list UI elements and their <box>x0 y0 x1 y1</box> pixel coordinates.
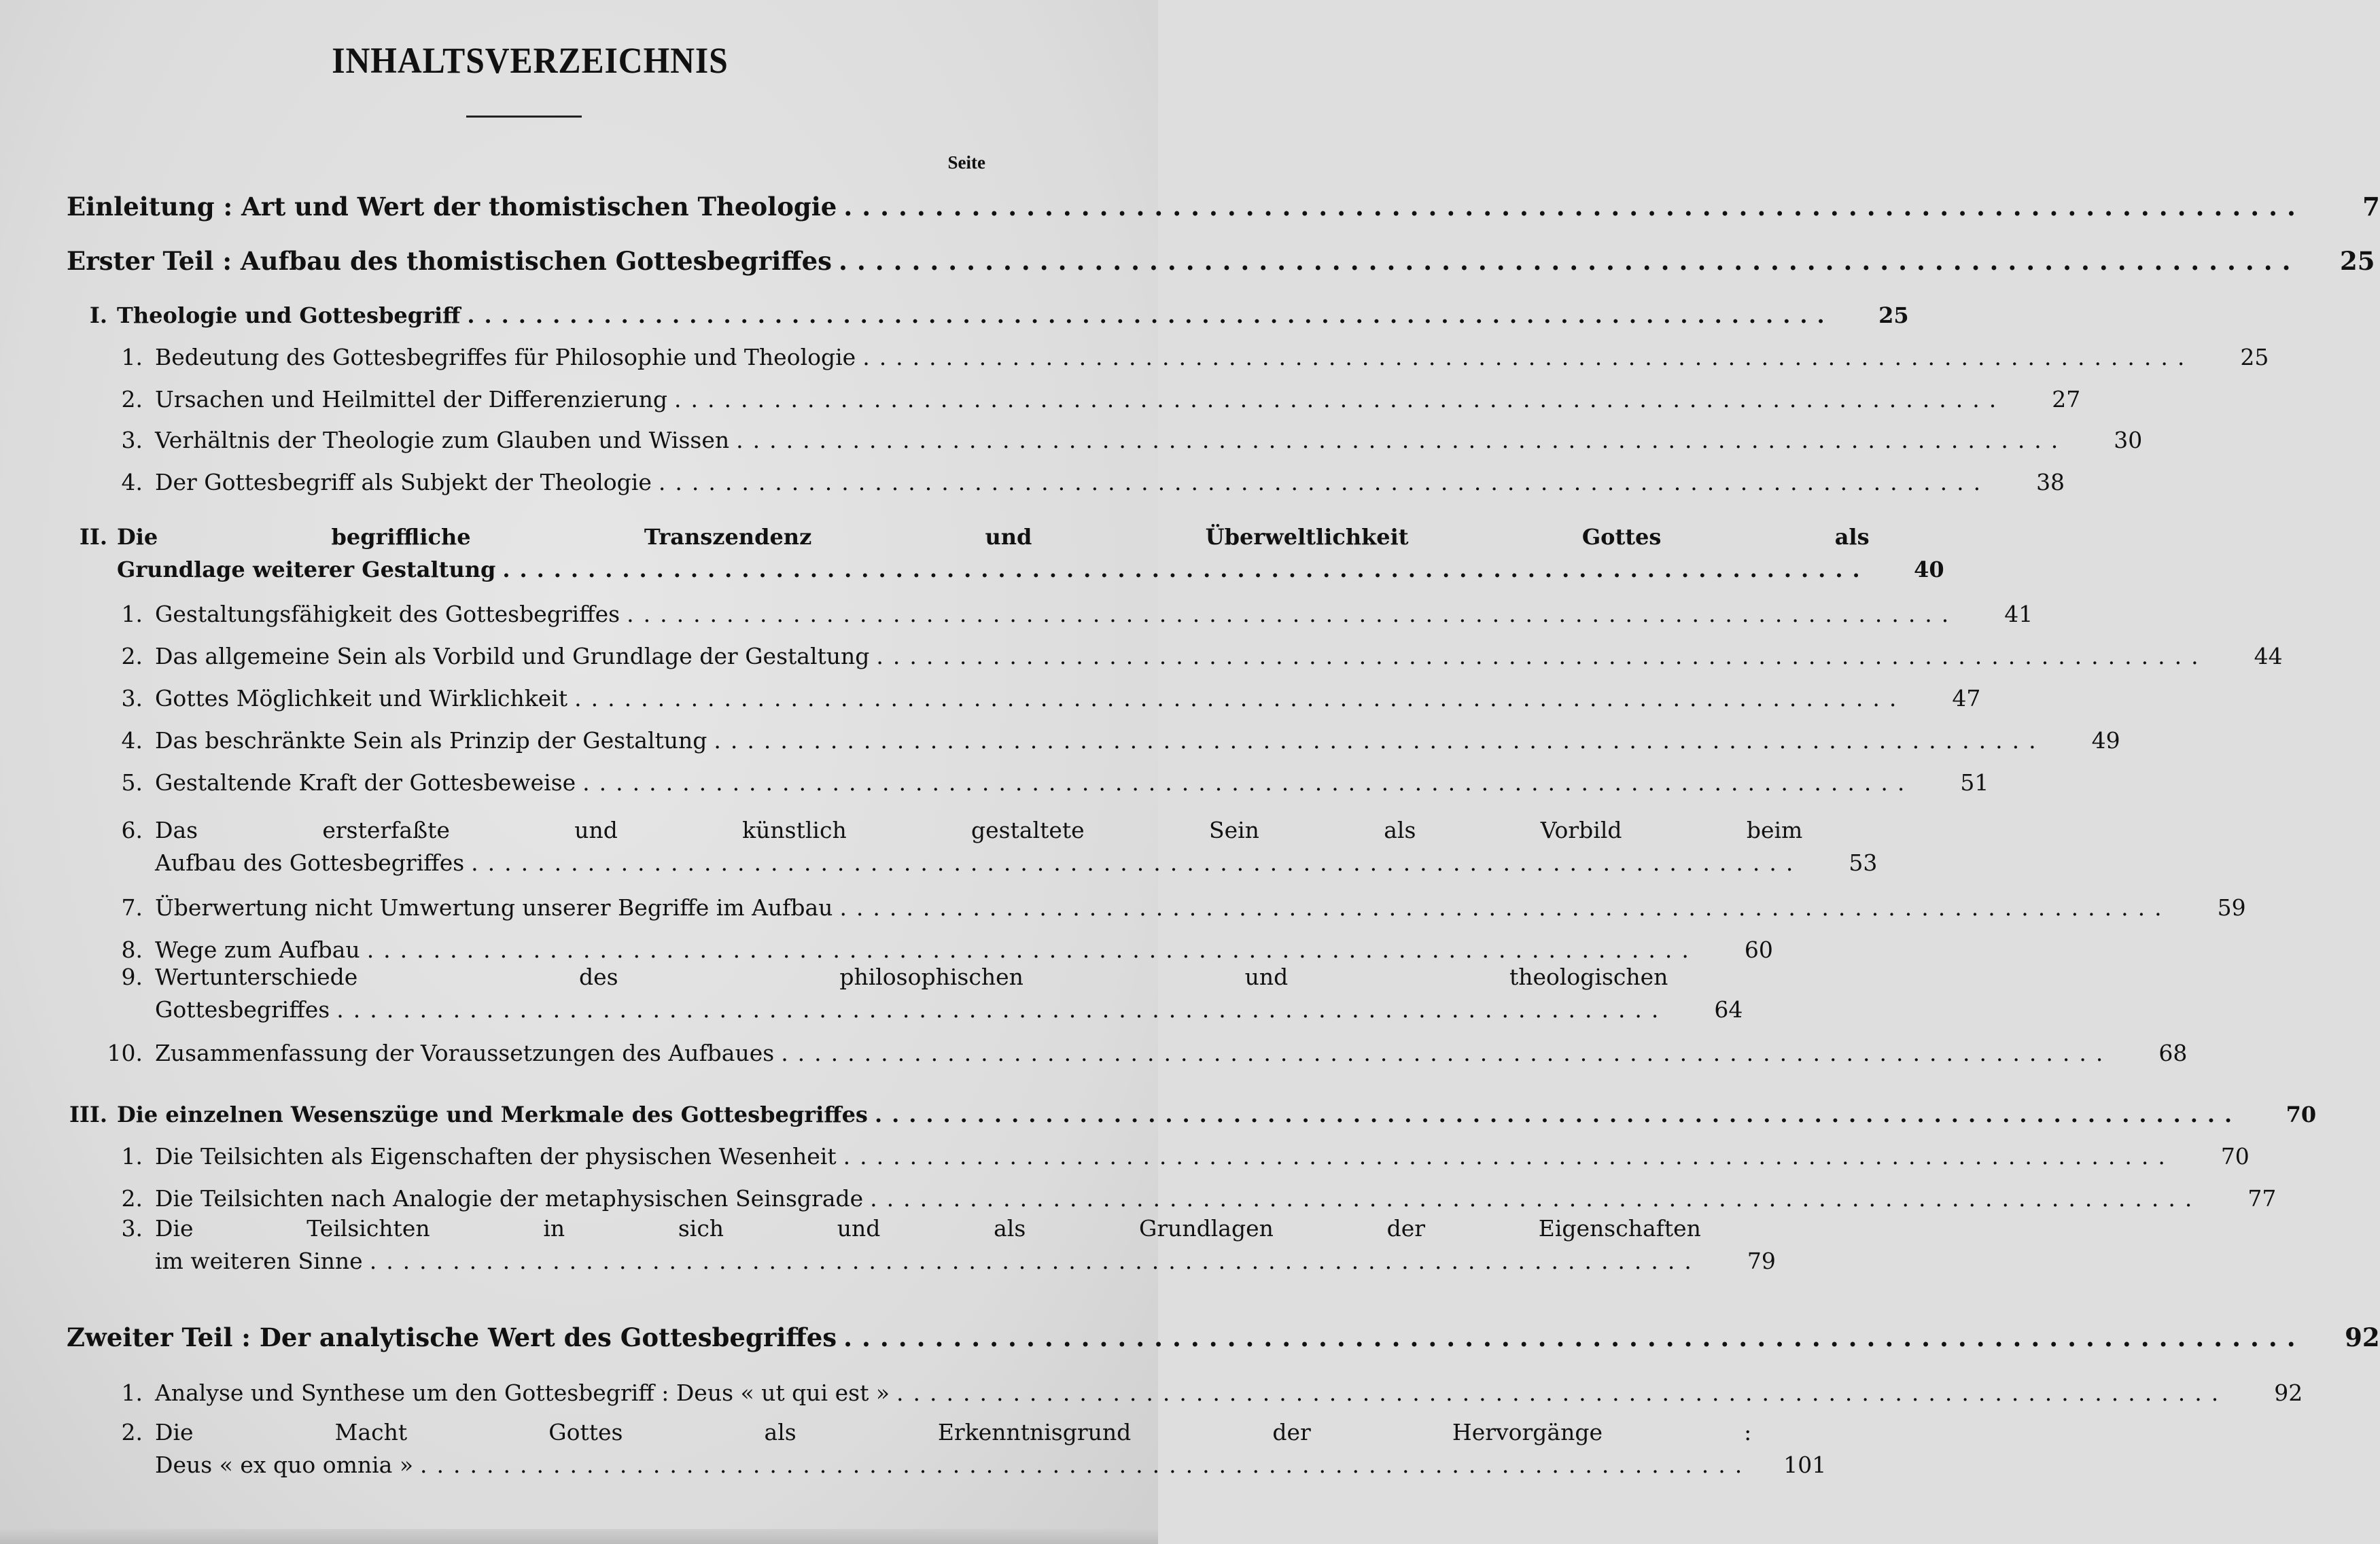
toc-entry <box>102 1182 2277 1215</box>
toc-entry-title <box>155 1377 2228 1409</box>
leader-dots: ................................................................................ <box>781 1040 2113 1066</box>
leader-dots: ................................................................................ <box>467 302 1834 328</box>
toc-entry-title <box>155 1212 1701 1278</box>
leader-dots: ................................................................................ <box>839 246 2300 276</box>
toc-entry-last-line <box>155 1140 2175 1173</box>
toc-entry-line: Analyse und Synthese um den Gottesbegriff : Deus « ut qui est » <box>155 1380 890 1406</box>
toc-entry-line: im weiteren Sinne <box>155 1248 363 1274</box>
leader-dots: ................................................................................ <box>336 996 1668 1023</box>
toc-entry-title <box>155 1037 2112 1070</box>
leader-dots: ................................................................................ <box>874 1102 2242 1127</box>
toc-entry-line: Das allgemeine Sein als Vorbild und Grundlage der Gestaltung <box>155 643 870 669</box>
toc-entry-line: Die Teilsichten nach Analogie der metaphysischen Seinsgrade <box>155 1185 864 1212</box>
toc-entry-line: Gestaltende Kraft der Gottesbeweise <box>155 769 576 796</box>
leader-dots: ................................................................................ <box>876 643 2208 669</box>
toc-entry-line: Bedeutung des Gottesbegriffes für Philosophie und Theologie <box>155 344 856 370</box>
toc-entry-title <box>67 1321 2305 1354</box>
toc-entry-line: Überwertung nicht Umwertung unserer Begriffe im Aufbau <box>155 894 833 921</box>
toc-entry-page-number: 79 <box>1747 1248 1776 1274</box>
toc-entry-last-line <box>155 724 2046 757</box>
toc-entry-page-number: 41 <box>2004 601 2033 627</box>
leader-dots: ................................................................................ <box>714 727 2046 754</box>
toc-entry-number: 1. <box>121 344 143 370</box>
toc-entry-line: Zusammenfassung der Voraussetzungen des Aufbaues <box>155 1040 775 1066</box>
toc-entry-last-line <box>155 682 1906 715</box>
toc-entry <box>68 299 1909 332</box>
toc-entry <box>102 383 2081 416</box>
toc-entry-title <box>155 424 2067 457</box>
toc-entry-page-number: 27 <box>2052 386 2081 413</box>
toc-entry-title <box>155 598 1958 631</box>
toc-entry-title <box>155 383 2006 416</box>
leader-dots: ................................................................................ <box>471 849 1803 876</box>
leader-dots: ................................................................................ <box>843 1322 2305 1352</box>
toc-entry-page-number: 70 <box>2286 1102 2317 1127</box>
toc-entry-number: 6. <box>121 817 143 843</box>
toc-entry-last-line <box>155 341 2194 374</box>
leader-dots: ................................................................................ <box>369 1248 1701 1274</box>
toc-entry-line: Das ersterfaßte und künstlich gestaltete Sein als Vorbild beim <box>155 817 1803 843</box>
toc-entry-page-number: 25 <box>1878 302 1909 328</box>
toc-entry-line: Die begriffliche Transzendenz und Überweltlichkeit Gottes als <box>117 524 1870 550</box>
toc-entry-number: II. <box>79 524 107 550</box>
leader-dots: ................................................................................ <box>627 601 1959 627</box>
toc-entry-last-line <box>155 640 2208 673</box>
toc-entry-page-number: 38 <box>2036 469 2065 495</box>
leader-dots: ................................................................................ <box>896 1380 2228 1406</box>
toc-entry-last-line <box>117 299 1834 332</box>
toc-entry <box>102 682 1981 715</box>
toc-entry-page-number: 7 <box>2362 192 2380 222</box>
toc-entry-last-line <box>155 994 1668 1026</box>
toc-entry-last-line <box>155 466 1990 499</box>
toc-entry <box>102 424 2143 457</box>
toc-entry-line: Deus « ex quo omnia » <box>155 1452 414 1478</box>
toc-entry <box>102 640 2283 673</box>
toc-entry-page-number: 44 <box>2254 643 2283 669</box>
toc-entry-number: 2. <box>121 1185 143 1212</box>
toc-entry-line: Einleitung : Art und Wert der thomistischen Theologie <box>67 192 837 222</box>
toc-entry-number: 1. <box>121 601 143 627</box>
toc-entry-line: Grundlage weiterer Gestaltung <box>117 557 496 582</box>
toc-entry <box>67 245 2375 277</box>
toc-entry-number: 10. <box>107 1040 143 1066</box>
toc-entry-page-number: 92 <box>2274 1380 2303 1406</box>
toc-entry <box>102 1037 2188 1070</box>
page-column-label: Seite <box>947 152 985 173</box>
toc-entry-number: 5. <box>121 769 143 796</box>
toc-entry-number: 3. <box>121 427 143 453</box>
leader-dots: ................................................................................ <box>420 1452 1752 1478</box>
toc-entry-title <box>155 767 1914 799</box>
toc-entry-number: 9. <box>121 964 143 990</box>
leader-dots: ................................................................................ <box>658 469 1991 495</box>
toc-entry-line: Die Macht Gottes als Erkenntnisgrund der Hervorgänge : <box>155 1419 1752 1445</box>
toc-entry-line: Wertunterschiede des philosophischen und theologischen <box>155 964 1668 990</box>
toc-entry-line: Erster Teil : Aufbau des thomistischen Gottesbegriffes <box>67 246 833 276</box>
toc-entry-line: Gestaltungsfähigkeit des Gottesbegriffes <box>155 601 620 627</box>
toc-entry-line: Zweiter Teil : Der analytische Wert des Gottesbegriffes <box>67 1322 837 1352</box>
toc-entry <box>67 190 2380 223</box>
toc-entry-last-line <box>155 424 2067 457</box>
toc-entry-last-line <box>67 245 2300 277</box>
toc-entry-last-line <box>155 1449 1751 1481</box>
toc-entry-title <box>155 814 1802 879</box>
toc-entry-line: Die einzelnen Wesenszüge und Merkmale des Gottesbegriffes <box>117 1102 868 1127</box>
toc-entry-number: 4. <box>121 469 143 495</box>
title-divider <box>466 116 582 118</box>
toc-entry-last-line <box>117 553 1870 586</box>
toc-entry-number: III. <box>69 1102 107 1127</box>
toc-entry-line: Das beschränkte Sein als Prinzip der Gestaltung <box>155 727 707 754</box>
page-title: INHALTSVERZEICHNIS <box>332 40 729 81</box>
toc-entry-page-number: 47 <box>1952 685 1981 712</box>
toc-entry-page-number: 70 <box>2220 1143 2250 1170</box>
toc-entry <box>102 961 1743 1026</box>
toc-entry-last-line <box>155 383 2006 416</box>
leader-dots: ................................................................................ <box>366 936 1698 963</box>
toc-entry <box>102 1416 1827 1481</box>
leader-dots: ................................................................................ <box>502 557 1870 582</box>
toc-entry <box>102 724 2120 757</box>
leader-dots: ................................................................................ <box>843 1143 2175 1170</box>
toc-entry-line: Theologie und Gottesbegriff <box>117 302 461 328</box>
toc-entry-number: 2. <box>121 1419 143 1445</box>
toc-entry-line: Gottes Möglichkeit und Wirklichkeit <box>155 685 568 712</box>
toc-entry-page-number: 51 <box>1960 769 1989 796</box>
toc-entry-last-line <box>155 1037 2112 1070</box>
leader-dots: ................................................................................ <box>862 344 2194 370</box>
leader-dots: ................................................................................ <box>582 769 1914 796</box>
toc-entry-number: 1. <box>121 1143 143 1170</box>
toc-entry-page-number: 60 <box>1744 936 1773 963</box>
toc-entry <box>102 892 2246 924</box>
toc-entry-title <box>117 521 1870 586</box>
toc-entry <box>67 1321 2380 1354</box>
toc-entry-title <box>155 1416 1751 1481</box>
toc-entry-title <box>117 1098 2241 1131</box>
leader-dots: ................................................................................ <box>736 427 2068 453</box>
toc-entry-line: Der Gottesbegriff als Subjekt der Theologie <box>155 469 652 495</box>
leader-dots: ................................................................................ <box>674 386 2006 413</box>
toc-entry-title <box>155 961 1668 1026</box>
toc-entry-title <box>155 1182 2201 1215</box>
toc-entry <box>68 521 1944 586</box>
toc-entry-line: Ursachen und Heilmittel der Differenzierung <box>155 386 668 413</box>
toc-entry-page-number: 25 <box>2240 344 2269 370</box>
toc-entry-page-number: 68 <box>2158 1040 2188 1066</box>
toc-entry-page-number: 30 <box>2114 427 2143 453</box>
toc-entry-last-line <box>155 1377 2228 1409</box>
toc-entry-page-number: 64 <box>1714 996 1743 1023</box>
toc-entry-number: 2. <box>121 386 143 413</box>
toc-entry-line: Verhältnis der Theologie zum Glauben und Wissen <box>155 427 730 453</box>
toc-entry-page-number: 92 <box>2345 1322 2380 1352</box>
toc-entry-title <box>155 1140 2175 1173</box>
toc-entry-title <box>155 682 1906 715</box>
toc-entry-title <box>155 341 2194 374</box>
toc-entry-title <box>67 245 2300 277</box>
page-bottom-edge <box>0 1529 1158 1544</box>
toc-entry-last-line <box>117 1098 2241 1131</box>
toc-entry-line: Gottesbegriffes <box>155 996 330 1023</box>
toc-entry-title <box>155 640 2208 673</box>
toc-entry-last-line <box>67 190 2305 223</box>
toc-entry-page-number: 25 <box>2340 246 2375 276</box>
toc-entry-number: 2. <box>121 643 143 669</box>
toc-entry <box>102 1140 2250 1173</box>
toc-entry-page-number: 101 <box>1783 1452 1827 1478</box>
toc-entry-title <box>155 724 2046 757</box>
toc-entry <box>102 814 1878 879</box>
toc-entry-last-line <box>155 847 1802 879</box>
toc-entry <box>68 1098 2317 1131</box>
toc-entry-last-line <box>155 767 1914 799</box>
toc-entry-number: 8. <box>121 936 143 963</box>
toc-entry-line: Aufbau des Gottesbegriffes <box>155 849 465 876</box>
toc-entry <box>102 466 2065 499</box>
toc-entry <box>102 341 2269 374</box>
toc-entry-last-line <box>155 1245 1701 1278</box>
toc-entry <box>102 1377 2303 1409</box>
toc-entry-title <box>155 892 2171 924</box>
toc-entry-page-number: 53 <box>1849 849 1878 876</box>
leader-dots: ................................................................................ <box>574 685 1906 712</box>
toc-entry-line: Die Teilsichten als Eigenschaften der physischen Wesenheit <box>155 1143 837 1170</box>
toc-entry-title <box>67 190 2305 223</box>
toc-entry-number: 4. <box>121 727 143 754</box>
toc-entry-number: 3. <box>121 1215 143 1242</box>
toc-entry-last-line <box>155 892 2171 924</box>
toc-entry-page-number: 77 <box>2247 1185 2277 1212</box>
toc-entry-number: 3. <box>121 685 143 712</box>
toc-entry-title <box>117 299 1834 332</box>
toc-entry-page-number: 40 <box>1914 557 1944 582</box>
toc-entry-page-number: 49 <box>2091 727 2120 754</box>
toc-entry-line: Die Teilsichten in sich und als Grundlagen der Eigenschaften <box>155 1215 1701 1242</box>
toc-entry-last-line <box>155 1182 2201 1215</box>
leader-dots: ................................................................................ <box>839 894 2171 921</box>
toc-entry-last-line <box>155 598 1958 631</box>
toc-entry-line: Wege zum Aufbau <box>155 936 360 963</box>
toc-entry <box>102 767 1989 799</box>
toc-entry-title <box>155 466 1990 499</box>
toc-entry <box>102 1212 1776 1278</box>
leader-dots: ................................................................................ <box>843 192 2305 222</box>
toc-entry-last-line <box>67 1321 2305 1354</box>
leader-dots: ................................................................................ <box>870 1185 2202 1212</box>
toc-entry-number: 7. <box>121 894 143 921</box>
toc-entry-number: I. <box>89 302 107 328</box>
toc-entry <box>102 598 2033 631</box>
toc-entry-page-number: 59 <box>2217 894 2246 921</box>
toc-entry-number: 1. <box>121 1380 143 1406</box>
